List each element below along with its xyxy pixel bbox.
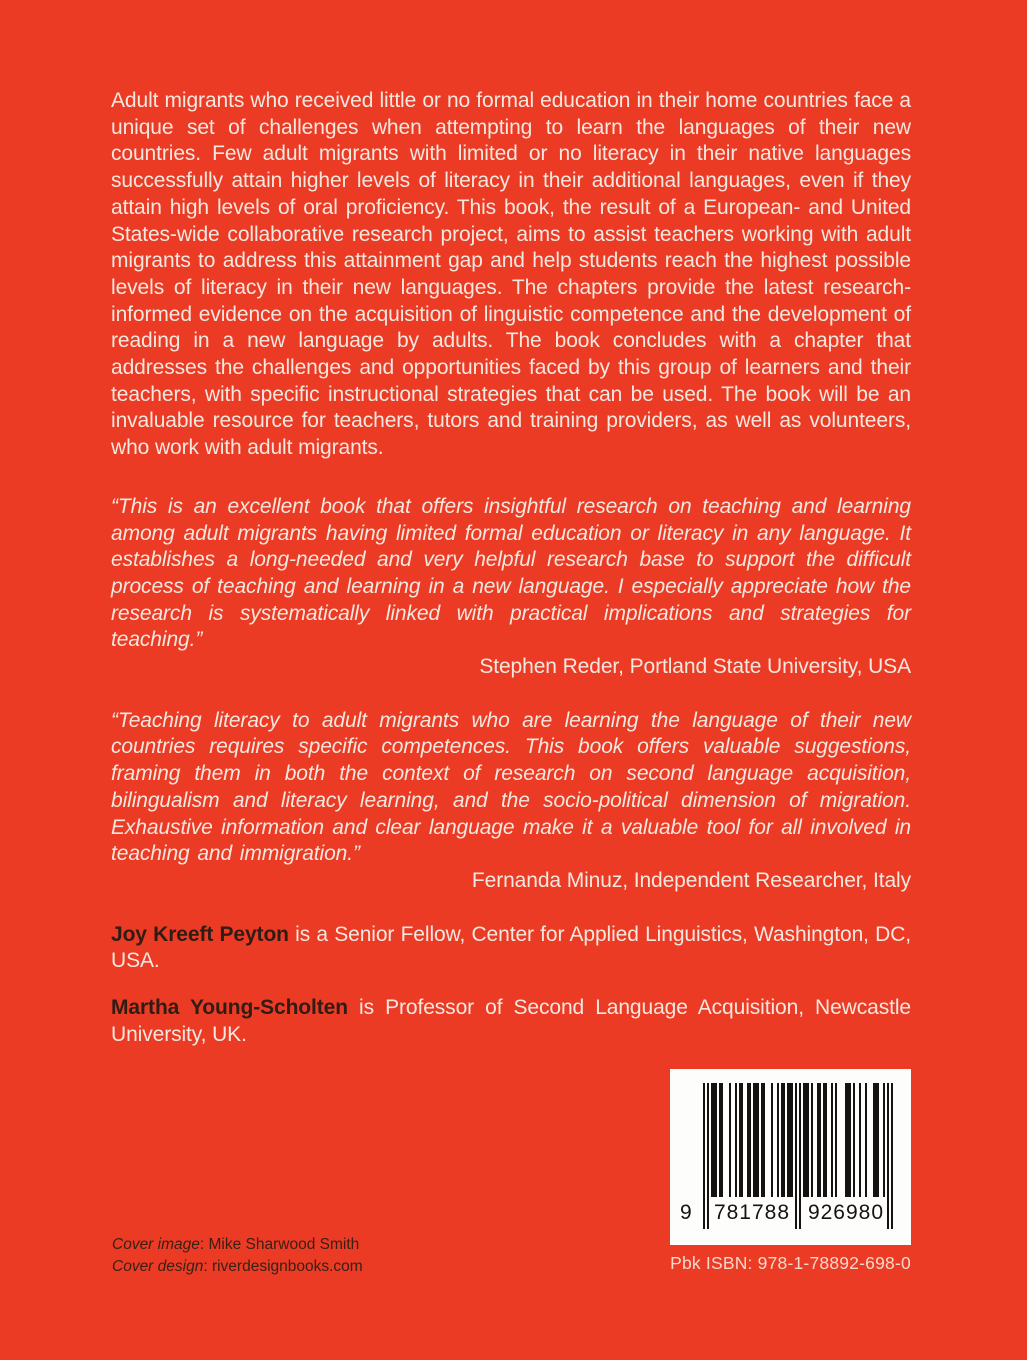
author-2-name: Martha Young-Scholten xyxy=(111,996,348,1020)
book-description-paragraph: Adult migrants who received little or no formal education in their home countries face a unique set of challenges when attempting to learn the languages of their new countries. Few adult migrants with limited or no literacy in their native languages successfully attain higher levels of literacy in their additional languages, even if they attain high levels of oral proficiency. This book, the result of a European- and United States-wide collaborative research project, aims to assist teachers working with adult migrants to address this attainment gap and help students reach the highest possible levels of literacy in their new languages. The chapters provide the latest research-informed evidence on the acquisition of linguistic competence and the development of reading in a new language by adults. The book concludes with a chapter that addresses the challenges and opportunities faced by this group of learners and their teachers, with specific instructional strategies that can be used. The book will be an invaluable resource for teachers, tutors and training providers, as well as volunteers, who work with adult migrants. xyxy=(111,89,911,460)
endorsement-1-attribution: Stephen Reder, Portland State University, USA xyxy=(479,655,911,679)
barcode-digits-right-group: 926980 xyxy=(807,1201,885,1224)
endorsement-2-quote: “Teaching literacy to adult migrants who are learning the language of their new countries requires specific competences. This book offers valuable suggestions, framing them in both the context of research on second language acquisition, bilingualism and literacy learning, and the socio-political dimension of migration. Exhaustive information and clear language make it a valuable tool for all involved in teaching and immigration.” xyxy=(111,708,911,866)
author-1-bio-text: is a Senior Fellow, Center for Applied Linguistics, Washington, DC, USA. xyxy=(111,922,911,973)
author-1-name: Joy Kreeft Peyton xyxy=(111,922,289,946)
barcode-digit-leading: 9 xyxy=(680,1201,693,1224)
cover-design-credit-label: Cover design xyxy=(112,1257,204,1275)
cover-image-credit-value: : Mike Sharwood Smith xyxy=(199,1236,360,1253)
author-bio-2 xyxy=(111,995,911,1048)
cover-credits xyxy=(112,1234,363,1277)
isbn-text-line: Pbk ISBN: 978-1-78892-698-0 xyxy=(670,1253,911,1273)
barcode-digits-left-group: 781788 xyxy=(713,1201,791,1224)
endorsement-1 xyxy=(111,494,911,681)
cover-design-credit xyxy=(112,1256,363,1278)
author-2-bio-text: is Professor of Second Language Acquisition, Newcastle University, UK. xyxy=(111,996,911,1046)
endorsement-2 xyxy=(111,708,911,895)
endorsement-1-quote: “This is an excellent book that offers insightful research on teaching and learning among adult migrants having limited formal education or literacy in any language. It establishes a long-needed and very helpful research base to support the difficult process of teaching and learning in a new language. I especially appreciate how the research is systematically linked with practical implications and strategies for teaching.” xyxy=(111,494,911,652)
cover-image-credit-label: Cover image xyxy=(112,1236,200,1253)
cover-design-credit-value: : riverdesignbooks.com xyxy=(203,1257,363,1275)
endorsement-2-attribution: Fernanda Minuz, Independent Researcher, Italy xyxy=(471,868,911,892)
author-bio-1 xyxy=(111,922,911,975)
isbn-barcode xyxy=(670,1069,911,1245)
cover-image-credit xyxy=(112,1234,363,1256)
back-cover-text-column xyxy=(111,88,911,1069)
